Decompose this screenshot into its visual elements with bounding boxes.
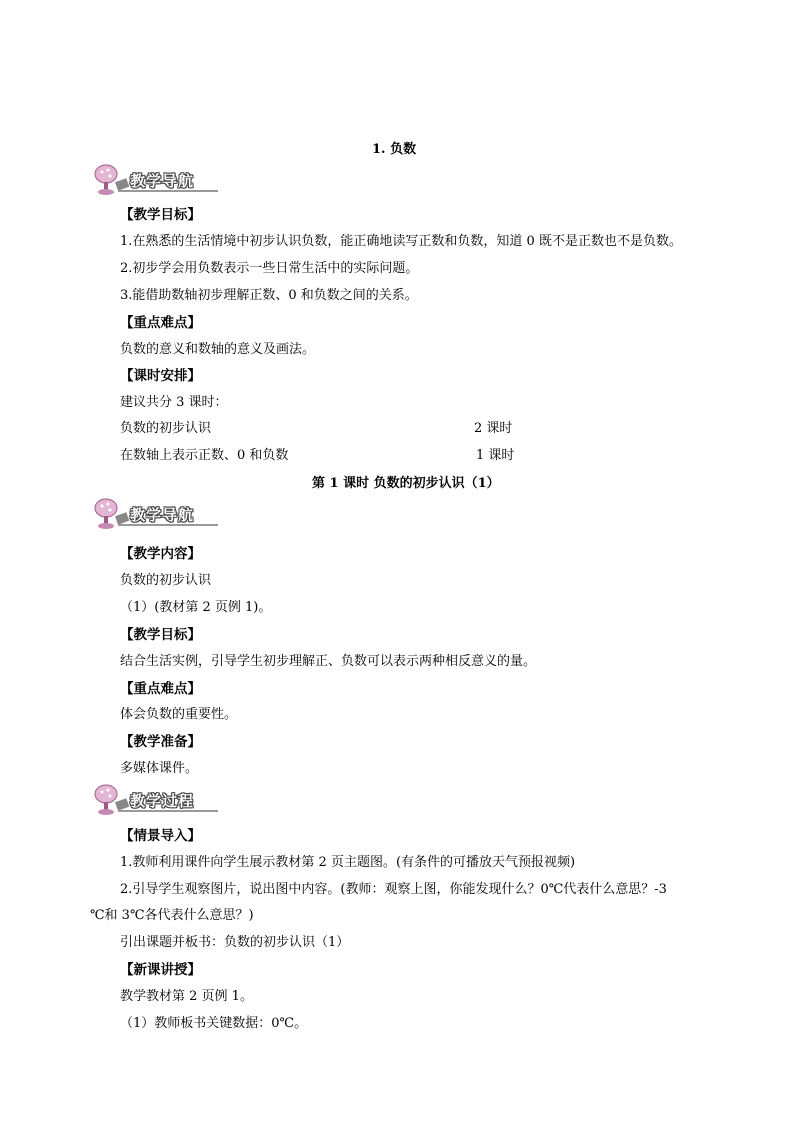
banner-teaching-nav [90, 162, 220, 198]
paragraph: 体会负数的重要性。 [120, 707, 238, 722]
paragraph: 2.引导学生观察图片，说出图中内容。(教师：观察上图，你能发现什么？0℃代表什么意思？-3 [120, 882, 667, 897]
lamp-icon [90, 782, 130, 818]
section-heading: 【重点难点】 [120, 681, 201, 697]
paragraph: 引出课题并板书：负数的初步认识（1） [120, 935, 350, 950]
banner-teaching-nav [90, 496, 220, 532]
section-heading: 【教学目标】 [120, 207, 201, 223]
paragraph: 1.教师利用课件向学生展示教材第 2 页主题图。(有条件的可播放天气预报视频) [120, 855, 576, 870]
goal-item: 3.能借助数轴初步理解正数、0 和负数之间的关系。 [120, 288, 418, 303]
banner-label: 教学导航 [130, 172, 195, 190]
section-heading: 【新课讲授】 [120, 962, 201, 978]
paragraph: 多媒体课件。 [120, 761, 199, 776]
goal-item: 1.在熟悉的生活情境中初步认识负数，能正确地读写正数和负数，知道 0 既不是正数也不是负数。 [120, 234, 682, 249]
section-heading: 【情景导入】 [120, 828, 201, 844]
paragraph: 负数的意义和数轴的意义及画法。 [120, 342, 316, 357]
paragraph: （1）(教材第 2 页例 1)。 [120, 600, 272, 615]
paragraph: 结合生活实例，引导学生初步理解正、负数可以表示两种相反意义的量。 [120, 654, 537, 669]
section-heading: 【教学目标】 [120, 627, 201, 643]
section-heading: 【教学内容】 [120, 546, 201, 562]
section-heading: 【重点难点】 [120, 315, 201, 331]
paragraph: 负数的初步认识 [120, 573, 212, 588]
lesson-title: 第 1 课时 负数的初步认识（1） [312, 476, 500, 491]
schedule-row-hours: 1 课时 [476, 448, 515, 463]
banner-label: 教学导航 [130, 506, 195, 524]
schedule-row-name: 负数的初步认识 [120, 421, 212, 436]
paragraph: 教学教材第 2 页例 1。 [120, 989, 253, 1004]
schedule-row-hours: 2 课时 [474, 421, 513, 436]
schedule-row-name: 在数轴上表示正数、0 和负数 [120, 448, 289, 463]
lamp-icon [90, 496, 130, 532]
paragraph: 建议共分 3 课时： [120, 395, 228, 410]
paragraph-continued: ℃和 3℃各代表什么意思？) [90, 908, 254, 923]
section-heading: 【课时安排】 [120, 368, 201, 384]
goal-item: 2.初步学会用负数表示一些日常生活中的实际问题。 [120, 261, 419, 276]
paragraph: （1）教师板书关键数据：0℃。 [120, 1016, 308, 1031]
lamp-icon [90, 162, 130, 198]
doc-title: 1. 负数 [372, 142, 417, 157]
banner-teaching-process [90, 782, 220, 818]
banner-label: 教学过程 [130, 792, 195, 810]
section-heading: 【教学准备】 [120, 734, 201, 750]
